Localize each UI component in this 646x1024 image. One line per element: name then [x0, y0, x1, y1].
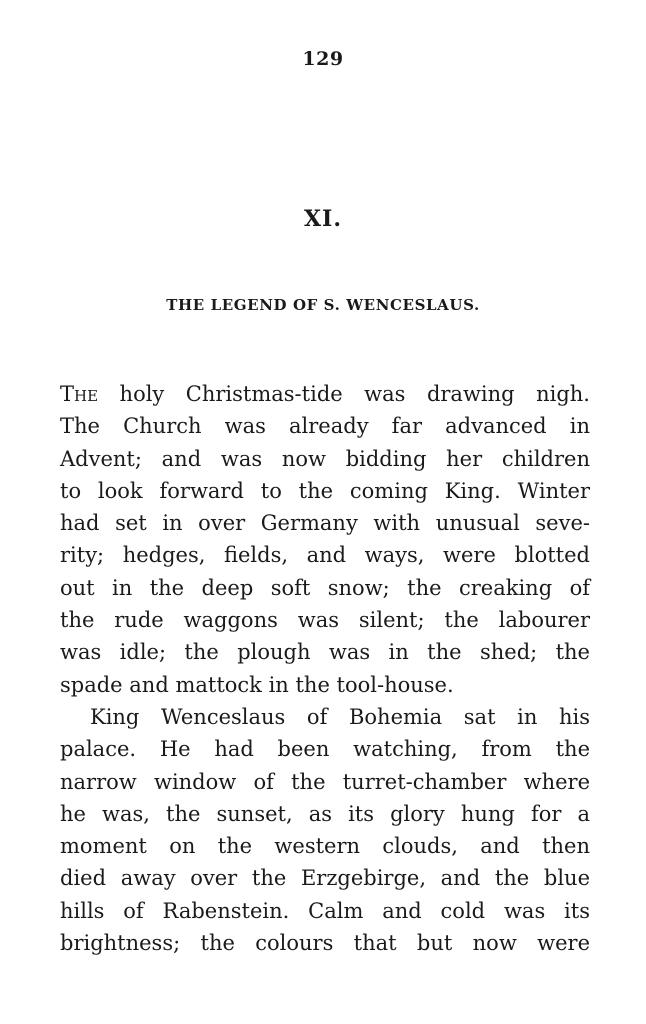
text-line: The Church was already far advanced in — [60, 414, 590, 439]
text-line: the rude waggons was silent; the labourer — [60, 608, 590, 633]
lead-word: The — [60, 382, 99, 406]
body-text — [60, 378, 590, 959]
chapter-title: THE LEGEND OF S. WENCESLAUS. — [166, 296, 480, 314]
text-line-content: holy Christmas-tide was drawing nigh. — [119, 382, 590, 406]
text-line: was idle; the plough was in the shed; the — [60, 640, 590, 665]
text-line: King Wenceslaus of Bohemia sat in his — [90, 704, 590, 729]
text-line: rity; hedges, fields, and ways, were blotted — [60, 543, 590, 568]
text-line: narrow window of the turret-chamber where — [60, 769, 590, 794]
text-line: Advent; and was now bidding her children — [60, 446, 590, 471]
text-line: died away over the Erzgebirge, and the blue — [60, 866, 590, 891]
text-line: to look forward to the coming King. Winter — [60, 478, 590, 503]
text-line — [60, 378, 590, 410]
text-line: spade and mattock in the tool-house. — [60, 672, 454, 697]
text-line: had set in over Germany with unusual seve- — [60, 511, 590, 536]
paragraph-1 — [60, 378, 590, 701]
chapter-number: XI. — [303, 206, 343, 232]
text-line: moment on the western clouds, and then — [60, 834, 590, 859]
text-line: he was, the sunset, as its glory hung for a — [60, 801, 590, 826]
paragraph-2 — [60, 701, 590, 959]
text-line: hills of Rabenstein. Calm and cold was its — [60, 898, 590, 923]
text-line: palace. He had been watching, from the — [60, 737, 590, 762]
text-line: brightness; the colours that but now were — [60, 931, 590, 956]
text-line: out in the deep soft snow; the creaking of — [60, 575, 590, 600]
page-number: 129 — [302, 48, 344, 70]
